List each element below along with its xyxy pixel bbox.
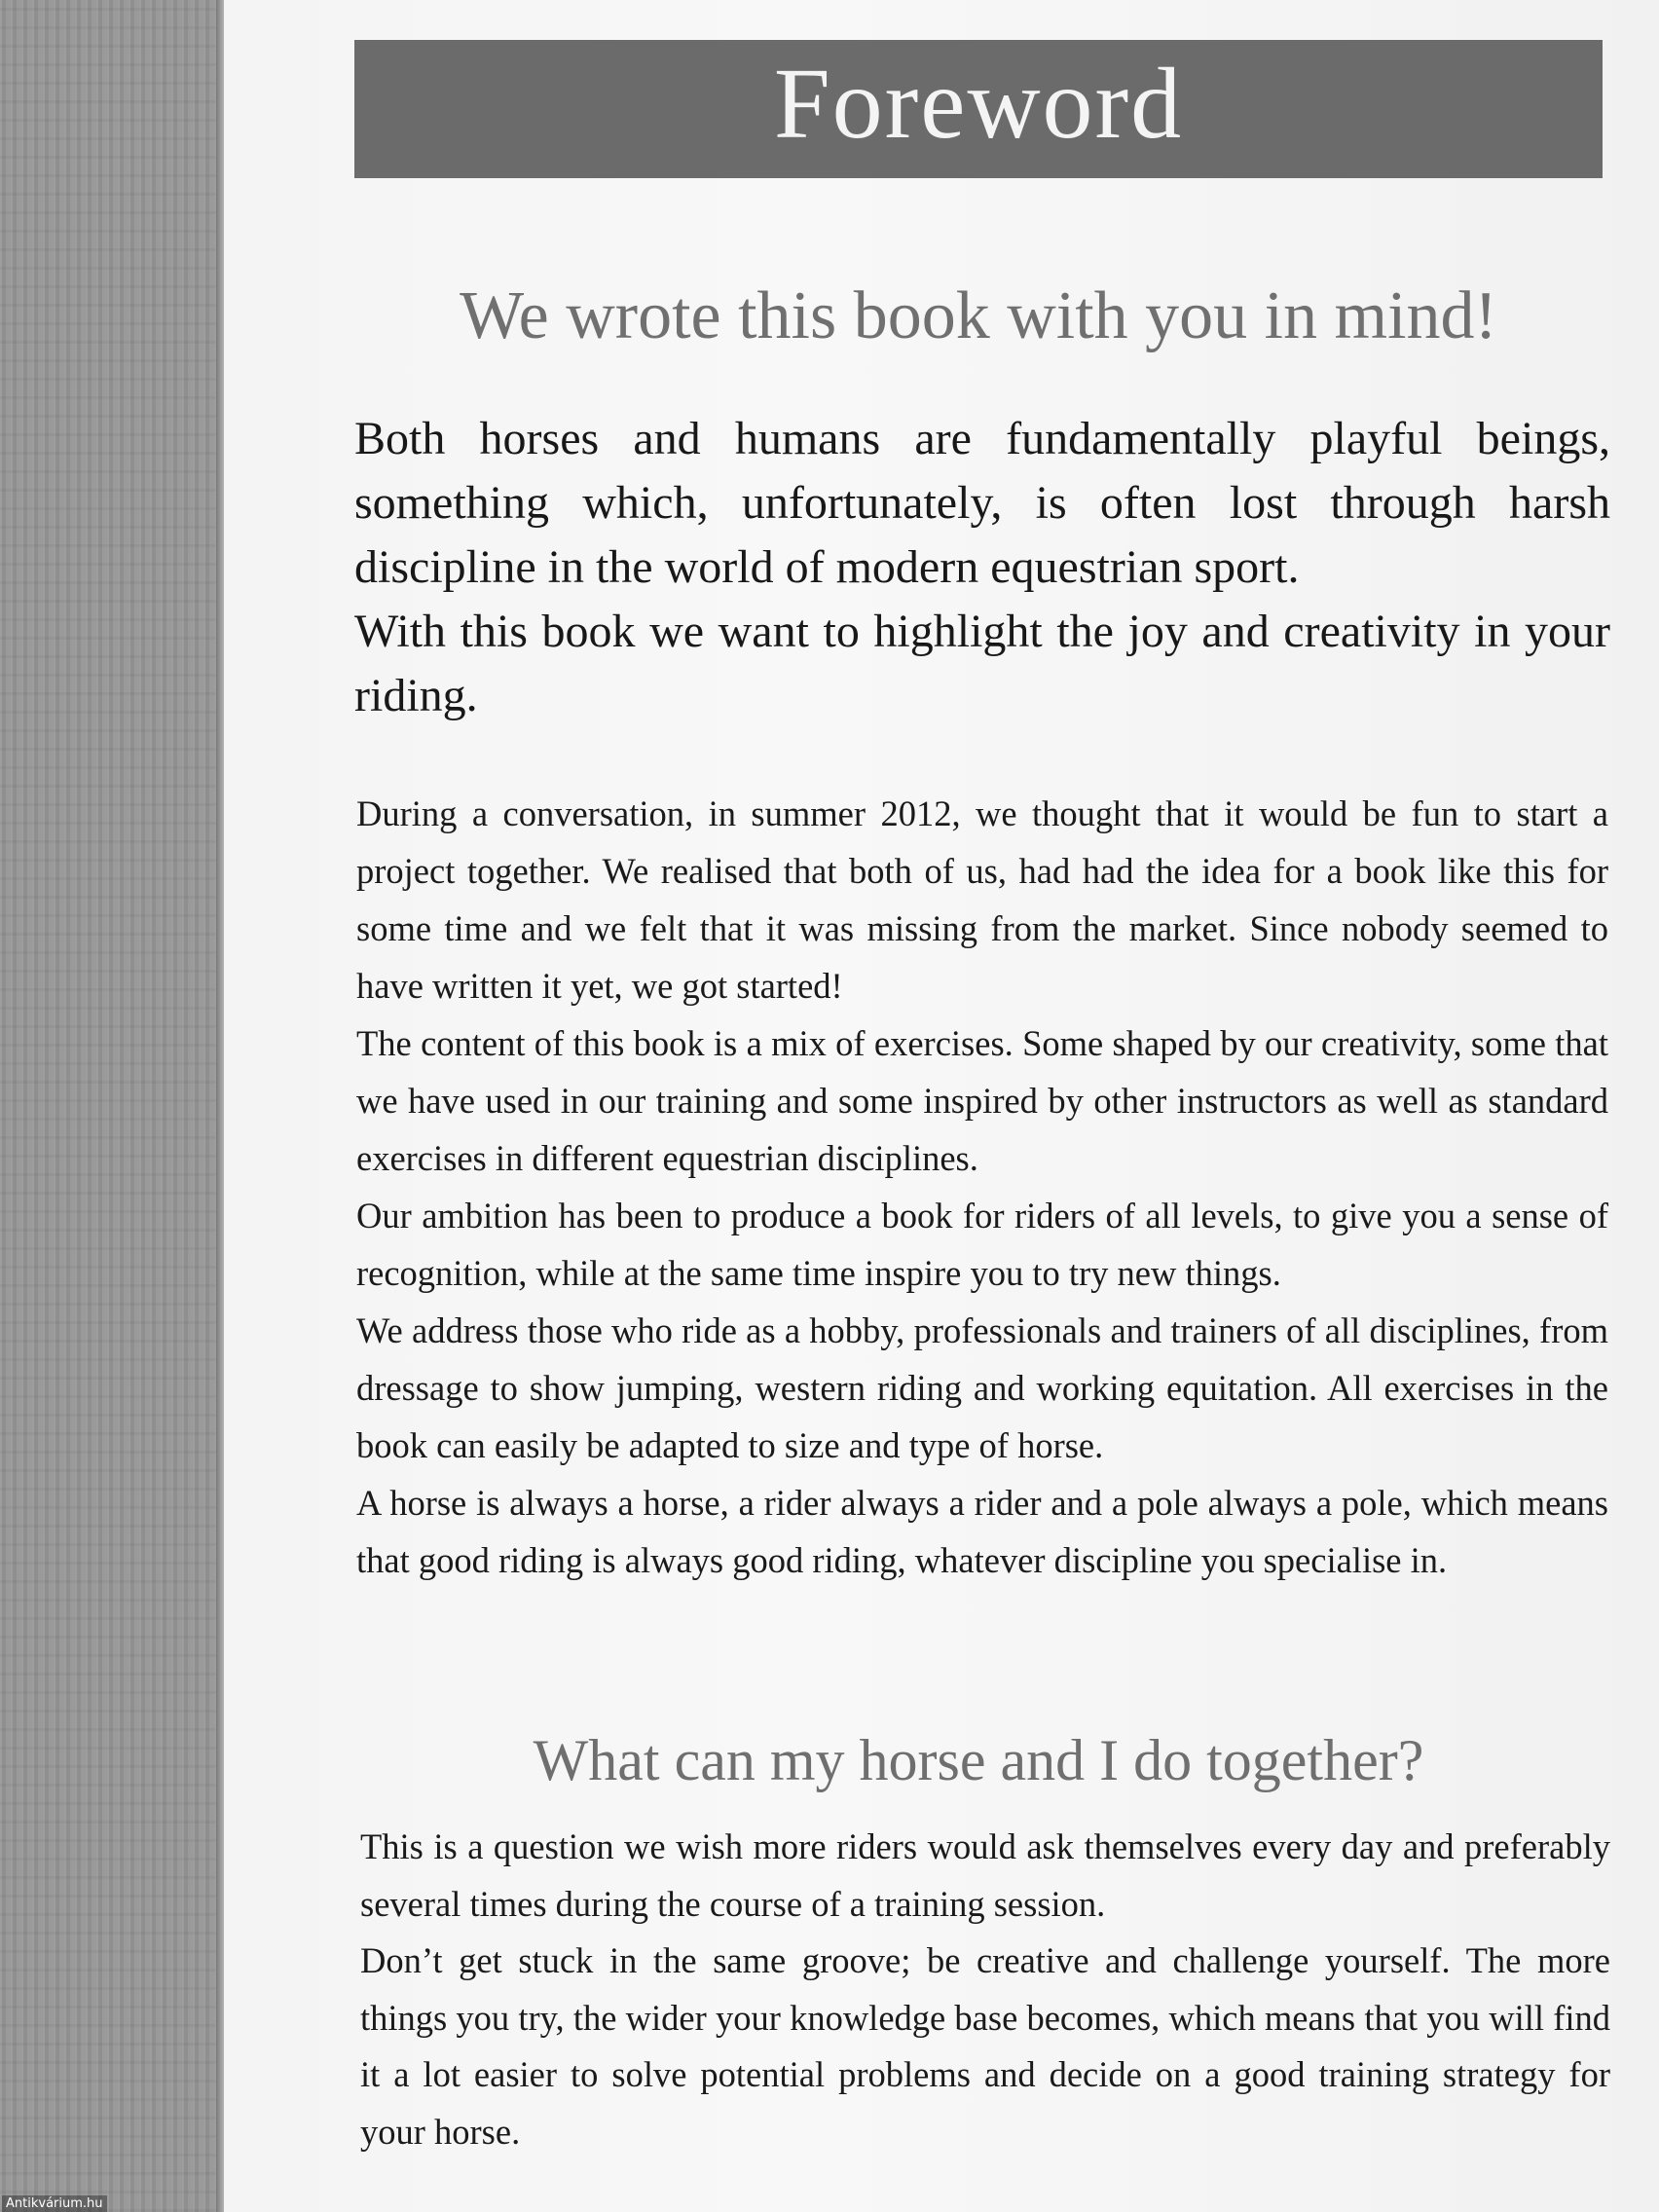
closing-paragraph: Don’t get stuck in the same groove; be creative and challenge yourself. The more things you try, the wider your knowledge base becomes, which means that you will find it a lot easier to solve potential problems and decide on a good training strategy for your horse.: [360, 1940, 1610, 2152]
body-text: [356, 785, 1608, 1589]
lead-paragraph: With this book we want to highlight the joy and creativity in your riding.: [354, 606, 1610, 721]
body-paragraph: Our ambition has been to produce a book for riders of all levels, to give you a sense of recognition, while at the same time inspire you to try new things.: [356, 1196, 1608, 1293]
section-heading-sub: What can my horse and I do together?: [533, 1728, 1424, 1792]
closing-paragraph: This is a question we wish more riders would ask themselves every day and preferably several times during the course of a training session.: [360, 1826, 1610, 1924]
section-heading-main: We wrote this book with you in mind!: [460, 278, 1497, 353]
background-surface: [0, 0, 234, 2212]
book-page: [224, 0, 1659, 2212]
body-paragraph: The content of this book is a mix of exercises. Some shaped by our creativity, some that we have used in our training and some inspired by other instructors as well as standard exercises in different equestrian disciplines.: [356, 1023, 1608, 1178]
closing-text: [360, 1819, 1610, 2160]
body-paragraph: A horse is always a horse, a rider always a rider and a pole always a pole, which means that good riding is always good riding, whatever discipline you specialise in.: [356, 1483, 1608, 1580]
title-bar: [354, 40, 1603, 178]
lead-text: [354, 407, 1610, 728]
body-paragraph: During a conversation, in summer 2012, we thought that it would be fun to start a project together. We realised that both of us, had had the idea for a book like this for some time and we felt that it was missing from the market. Since nobody seemed to have written it yet, we got started!: [356, 793, 1608, 1006]
page-title: Foreword: [773, 48, 1184, 160]
body-paragraph: We address those who ride as a hobby, professionals and trainers of all disciplines, from dressage to show jumping, western riding and working equitation. All exercises in the book can easily be adapted to size and type of horse.: [356, 1310, 1608, 1465]
source-watermark: Antikvárium.hu: [2, 2195, 107, 2212]
lead-paragraph: Both horses and humans are fundamentally playful beings, something which, unfortunately, is often lost through harsh discipline in the world of modern equestrian sport.: [354, 413, 1610, 593]
